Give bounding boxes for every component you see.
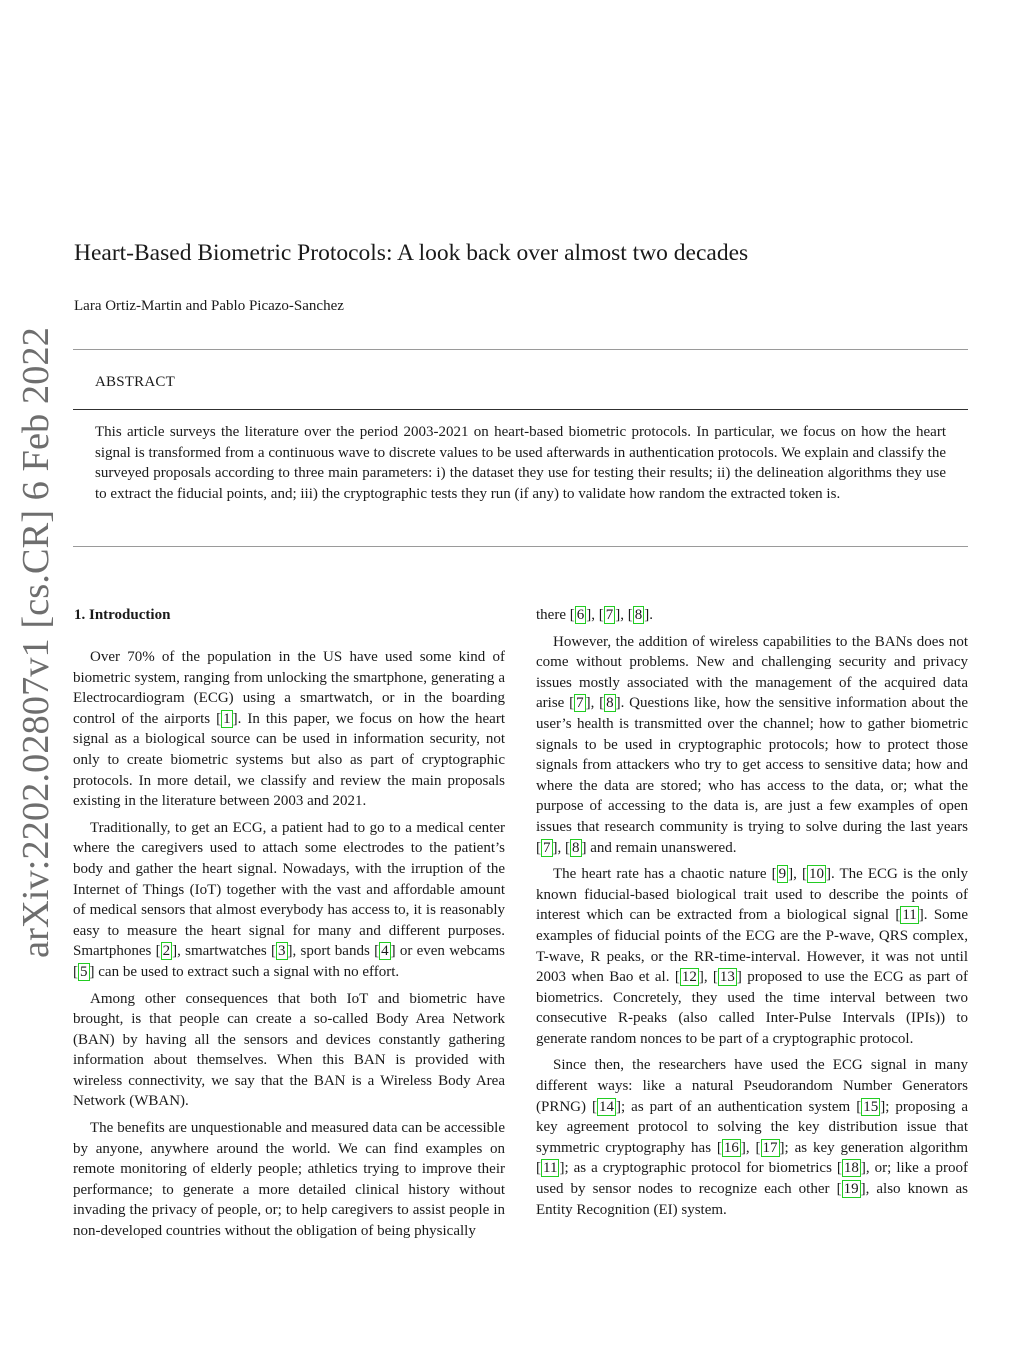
paragraph-text: However, the addition of wireless capabilities to the BANs does not come without problems. New and challenging security and privacy issues mostly associated with the management of the acquired data arise bbox=[536, 633, 968, 712]
abstract-bottom-rule bbox=[73, 546, 968, 547]
paragraph-text: , bbox=[745, 1139, 756, 1156]
paragraph-text: . In this paper, we focus on how the heart signal as a biological source can be used in information security, not only to create biometric systems but also as part of cryptographic protocols. In more detail, we classify and review the main proposals existing in the literature between 2003 and 2021. bbox=[73, 710, 505, 810]
citation-link[interactable]: 11 bbox=[543, 1160, 558, 1177]
paragraph-text: . The ECG is the only known fiducial-based biological trait used to describe the points of interest which can be extracted from a biological signal bbox=[536, 866, 969, 924]
citation-link[interactable]: 1 bbox=[223, 710, 231, 727]
paragraph-text: can be used to extract such a signal with no effort. bbox=[94, 963, 400, 980]
paragraph-text: . bbox=[649, 607, 653, 623]
citation-link[interactable]: 13 bbox=[719, 969, 735, 986]
citation-link[interactable]: 2 bbox=[162, 943, 171, 960]
paragraph-continued: there [ 6 ], [ 7 ], [ 8 ]. bbox=[536, 607, 653, 623]
citation-link[interactable]: 11 bbox=[902, 907, 917, 924]
paragraph-text: there bbox=[536, 607, 570, 623]
paragraph-text: , bbox=[590, 695, 600, 712]
paragraph-text: , bbox=[703, 969, 713, 986]
citation-link[interactable]: 8 bbox=[606, 695, 614, 712]
paragraph-text: Since then, the researchers have used the ECG signal in many different ways: like a natural Pseudorandom Number Generators (PRNG) bbox=[536, 1057, 968, 1115]
arxiv-identifier: arXiv:2202.02807v1 [cs.CR] 6 Feb 2022 bbox=[15, 327, 57, 958]
citation-link[interactable]: 7 bbox=[605, 607, 614, 623]
paragraph-text: The benefits are unquestionable and measured data can be accessible by anyone, anywhere around the world. We can find examples on remote monitoring of elderly people; athletics trying to improve their performance; to generate a more detailed clinical history without invading the privacy of people, or; to help caregivers to assist people in non-developed countries without the obligation of being physically bbox=[73, 1120, 505, 1240]
paragraph-text: ; proposing a key agreement protocol to solving the key distribution issue that symmetric cryptography has bbox=[536, 1098, 968, 1156]
citation-link[interactable]: 6 bbox=[576, 607, 585, 623]
paragraph: The heart rate has a chaotic nature [ 9 ], [ 10 ]. The ECG is the only known fiducial-based biological trait used to describe the points of interest which can be extracted from a biological signal [ 11 ]. Some examples of fiducial points of the ECG are the P-wave, QRS complex, T-wave, R peaks, or the RR-time-interval. However, it was not until 2003 when Bao et al. [ 12 ], [ 13 ] proposed to use the ECG as part of biometrics. Concretely, they used the time interval between two consecutive R-peaks (also called Inter-Pulse Intervals (IPIs)) to generate random nonces to be part of a cryptographic protocol. bbox=[536, 866, 969, 1047]
citation-link[interactable]: 8 bbox=[572, 839, 580, 856]
paragraph: Over 70% of the population in the US have used some kind of biometric system, ranging from unlocking the smartphone, generating a Electrocardiogram (ECG) using a smartwatch, or in the boarding control of the airports [ 1 ]. In this paper, we focus on how the heart signal as a biological source can be used in information security, not only to create biometric systems but also as part of cryptographic protocols. In more detail, we classify and review the main proposals existing in the literature between 2003 and 2021. bbox=[73, 649, 505, 810]
citation-link[interactable]: 5 bbox=[80, 963, 88, 980]
paragraph-text: and remain unanswered. bbox=[586, 839, 737, 856]
citation-link[interactable]: 4 bbox=[381, 943, 389, 960]
citation-link[interactable]: 18 bbox=[843, 1160, 859, 1177]
paragraph bbox=[73, 1118, 505, 1242]
abstract-heading: ABSTRACT bbox=[95, 374, 175, 390]
paragraph-text: , bbox=[620, 607, 628, 623]
paragraph bbox=[73, 989, 505, 1113]
paragraph: Since then, the researchers have used the ECG signal in many different ways: like a natural Pseudorandom Number Generators (PRNG) [ 14 ]; as part of an authentication system [ 15 ]; proposing a key agreement protocol to solving the key distribution issue that symmetric cryptography has [ 16 ], [ 17 ]; as key generation algorithm [ 11 ]; as a cryptographic protocol for biometrics [ 18 ], or; like a proof used by sensor nodes to recognize each other [ 19 ], also known as Entity Recognition (EI) system. bbox=[536, 1057, 968, 1218]
paper-title: Heart-Based Biometric Protocols: A look back over almost two decades bbox=[74, 240, 749, 266]
section-heading-introduction: 1. Introduction bbox=[74, 607, 171, 623]
citation-link[interactable]: 8 bbox=[634, 607, 643, 623]
citation-link[interactable]: 10 bbox=[808, 866, 824, 883]
paragraph-text: ; as part of an authentication system bbox=[621, 1098, 857, 1115]
citation-link[interactable]: 12 bbox=[681, 969, 697, 986]
citation-link[interactable]: 7 bbox=[543, 839, 551, 856]
paragraph-text: ; as key generation algorithm bbox=[784, 1139, 968, 1156]
paragraph: However, the addition of wireless capabilities to the BANs does not come without problems. New and challenging security and privacy issues mostly associated with the management of the acquired data arise [ 7 ], [ 8 ]. Questions like, how the sensitive information about the user’s health is transmitted over the channel; how to gather biometric signals to be used in cryptographic protocols; how to protect those signals from attackers who try to get access to sensitive data; how and where the data are stored; who has access to the data, or; what the purpose of accessing to the data is, are just a few examples of open issues that research community is trying to solve during the last years [ 7 ], [ 8 ] and remain unanswered. bbox=[536, 633, 968, 856]
abstract-heading-rule bbox=[73, 409, 968, 410]
paragraph-text: ; as a cryptographic protocol for biometrics bbox=[564, 1160, 837, 1177]
citation-link[interactable]: 14 bbox=[599, 1098, 614, 1115]
citation-link[interactable]: 19 bbox=[843, 1181, 859, 1198]
paragraph-text: , bbox=[557, 839, 565, 856]
abstract-top-rule bbox=[73, 349, 968, 350]
right-column bbox=[536, 605, 968, 1220]
paragraph-text: , or; like a proof used by sensor nodes to recognize each other bbox=[536, 1160, 968, 1198]
citation-link[interactable]: 9 bbox=[778, 866, 787, 883]
paragraph-text: . Some examples of fiducial points of the ECG are the P-wave, QRS complex, T-wave, R peaks, or the RR-time-interval. However, it was not until 2003 when Bao et al. bbox=[536, 907, 969, 986]
paragraph-text: , bbox=[793, 866, 802, 883]
paragraph-text: or even webcams bbox=[395, 943, 506, 960]
citation-link[interactable]: 3 bbox=[278, 943, 286, 960]
paragraph-text: The heart rate has a chaotic nature bbox=[553, 866, 772, 883]
paragraph-text: , sport bands bbox=[292, 943, 375, 960]
paragraph: Traditionally, to get an ECG, a patient had to go to a medical center where the caregivers used to attach some electrodes to the patient’s body and gather the heart signal. Nowadays, with the irruption of the Internet of Things (IoT) together with the vast and affordable amount of medical sensors that almost everybody has access to, it is reasonably easy to measure the heart signal for many and different purposes. Smartphones [ 2 ], smartwatches [ 3 ], sport bands [ 4 ] or even webcams [ 5 ] can be used to extract such a signal with no effort. bbox=[73, 819, 506, 980]
citation-link[interactable]: 16 bbox=[723, 1139, 739, 1156]
paragraph-text: Among other consequences that both IoT and biometric have brought, is that people can create a so-called Body Area Network (BAN) by having all the sensors and devices constantly gathering information about themselves. When this BAN is provided with wireless connectivity, we say that the BAN is a Wireless Body Area Network (WBAN). bbox=[73, 990, 505, 1110]
paragraph-text: proposed to use the ECG as part of biometrics. Concretely, they used the time interval between two consecutive R-peaks (also called Inter-Pulse Intervals (IPIs)) to generate random nonces to be part of a cryptographic protocol. bbox=[536, 969, 969, 1047]
citation-link[interactable]: 17 bbox=[762, 1139, 778, 1156]
paragraph-text: Over 70% of the population in the US have used some kind of biometric system, ranging from unlocking the smartphone, generating a Electrocardiogram (ECG) using a smartwatch, or in the boarding control of the airports bbox=[73, 649, 505, 727]
citation-link[interactable]: 7 bbox=[576, 695, 584, 712]
paragraph-text: , also known as Entity Recognition (EI) system. bbox=[536, 1181, 968, 1218]
paragraph-text: , bbox=[591, 607, 599, 623]
paragraph-text: . Questions like, how the sensitive information about the user’s health is transmitted over the channel; how to gather biometric signals to be used in cryptographic protocols; how to protect those signals from attackers who try to get access to sensitive data; how and where the data are stored; who has access to the data, or; what the purpose of accessing to the data is, are just a few examples of open issues that research community is trying to solve during the last years bbox=[536, 695, 968, 835]
paper-authors: Lara Ortiz-Martin and Pablo Picazo-Sanchez bbox=[74, 298, 344, 314]
left-column bbox=[73, 647, 505, 1242]
abstract-text: This article surveys the literature over the period 2003-2021 on heart-based biometric protocols. In particular, we focus on how the heart signal is transformed from a continuous wave to discrete values to be used afterwards in authentication protocols. We explain and classify the surveyed proposals according to three main parameters: i) the dataset they use for testing their results; ii) the delineation algorithms they use to extract the fiducial points, and; iii) the cryptographic tests they run (if any) to validate how random the extracted token is. bbox=[95, 424, 946, 503]
paragraph-text: Traditionally, to get an ECG, a patient had to go to a medical center where the caregivers used to attach some electrodes to the patient’s body and gather the heart signal. Nowadays, with the irruption of the Internet of Things (IoT) together with the vast and affordable amount of medical sensors that almost everybody has access to, it is reasonably easy to measure the heart signal for many and different purposes. Smartphones bbox=[73, 819, 505, 960]
citation-link[interactable]: 15 bbox=[863, 1098, 879, 1115]
paragraph-text: , smartwatches bbox=[177, 943, 272, 960]
